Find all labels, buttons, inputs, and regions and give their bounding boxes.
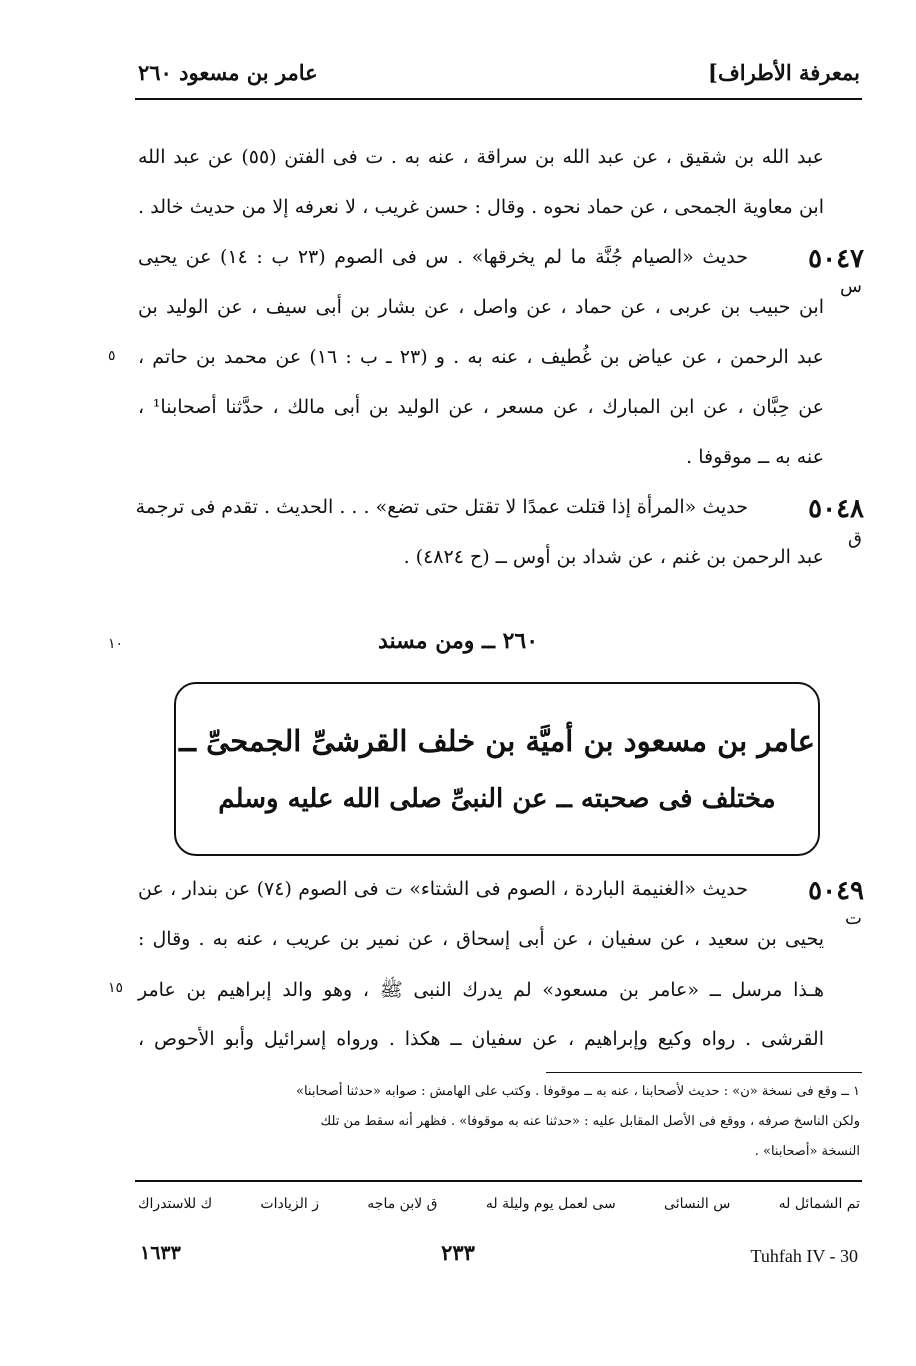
entry-number: ٥٠٤٧ — [808, 244, 864, 274]
siglum-item: ق لابن ماجه — [367, 1196, 438, 1212]
footer-left-number: ١٦٣٣ — [140, 1242, 181, 1264]
text-line: عبد الرحمن بن غنم ، عن شداد بن أوس ــ (ح ٤٨٢٤) . — [403, 546, 824, 568]
text-line: عبد الله بن شقيق ، عن عبد الله بن سراقة ، عنه به . ت فى الفتن (٥٥) عن عبد الله — [138, 146, 825, 168]
siglum-item: ز الزيادات — [260, 1196, 319, 1212]
footnote-line: النسخة «أصحابنا» . — [754, 1144, 860, 1159]
text-line: هـذا مرسل ــ «عامر بن مسعود» لم يدرك النبى ﷺ ، وهو والد إبراهيم بن عامر — [138, 979, 824, 1001]
text-line: القرشى . رواه وكيع وإبراهيم ، عن سفيان ــ هكذا . ورواه إسرائيل وأبو الأحوص ، — [138, 1028, 824, 1050]
entry-siglum: ت — [845, 908, 862, 929]
text-line: ابن معاوية الجمحى ، عن حماد نحوه . وقال : حسن غريب ، لا نعرفه إلا من حديث خالد . — [138, 196, 824, 218]
line-number: ١٥ — [108, 980, 124, 996]
sigla-legend — [138, 1196, 860, 1212]
running-header-right: بمعرفة الأطراف] — [708, 60, 860, 85]
entry-number: ٥٠٤٨ — [808, 494, 864, 524]
text-line: حديث «المرأة إذا قتلت عمدًا لا تقتل حتى تضع» . . . الحديث . تقدم فى ترجمة — [135, 496, 748, 518]
entry-number: ٥٠٤٩ — [808, 876, 864, 906]
section-title: ٢٦٠ ــ ومن مسند — [377, 628, 539, 654]
text-line: حديث «الصيام جُنَّة ما لم يخرقها» . س فى الصوم (٢٣ ب : ١٤) عن يحيى — [138, 246, 748, 268]
siglum-item: س النسائى — [664, 1196, 731, 1212]
footnote-line: ولكن الناسخ صرفه ، ووقع فى الأصل المقابل عليه : «حدثنا عنه به موقوفا» . فظهر أنه سقط من تلك — [320, 1114, 860, 1129]
text-line: عن حِبَّان ، عن ابن المبارك ، عن مسعر ، عن الوليد بن أبى مالك ، حدَّثنا أصحابنا¹ ، — [138, 396, 824, 418]
header-rule — [135, 98, 862, 100]
box-subtitle-line: مختلف فى صحبته ــ عن النبىِّ صلى الله عليه وسلم — [218, 784, 776, 814]
box-title-line: عامر بن مسعود بن أميَّة بن خلف القرشىِّ الجمحىِّ ــ — [178, 724, 815, 758]
text-line: يحيى بن سعيد ، عن سفيان ، عن أبى إسحاق ، عن نمير بن عريب ، عنه به . وقال : — [138, 928, 824, 950]
musnad-title-box — [174, 682, 820, 856]
footnote-rule — [546, 1072, 862, 1073]
page-number: ٢٣٣ — [441, 1240, 475, 1265]
line-number: ٥ — [108, 348, 116, 364]
siglum-item: سى لعمل يوم وليلة له — [485, 1196, 616, 1212]
text-line: ابن حبيب بن عربى ، عن حماد ، عن واصل ، عن بشار بن أبى سيف ، عن الوليد بن — [138, 296, 824, 318]
footnote-line: ١ ــ وقع فى نسخة «ن» : حديث لأصحابنا ، عنه به ــ موقوفا . وكتب على الهامش : صوابه «حدثنا أصحابنا» — [296, 1084, 860, 1099]
line-number: ١٠ — [108, 636, 124, 652]
volume-signature: Tuhfah IV - 30 — [750, 1246, 858, 1266]
running-header-left: عامر بن مسعود ٢٦٠ — [138, 60, 318, 85]
siglum-item: تم الشمائل له — [778, 1196, 860, 1212]
siglum-item: ك للاستدراك — [138, 1196, 213, 1212]
text-line: حديث «الغنيمة الباردة ، الصوم فى الشتاء» ت فى الصوم (٧٤) عن بندار ، عن — [138, 878, 748, 900]
text-line: عبد الرحمن ، عن عياض بن غُطيف ، عنه به . و (٢٣ ـ ب : ١٦) عن محمد بن حاتم ، — [138, 346, 824, 368]
entry-siglum: س — [840, 276, 862, 297]
sigla-rule — [135, 1180, 862, 1182]
entry-siglum: ق — [848, 528, 862, 549]
text-line: عنه به ــ موقوفا . — [686, 446, 824, 468]
